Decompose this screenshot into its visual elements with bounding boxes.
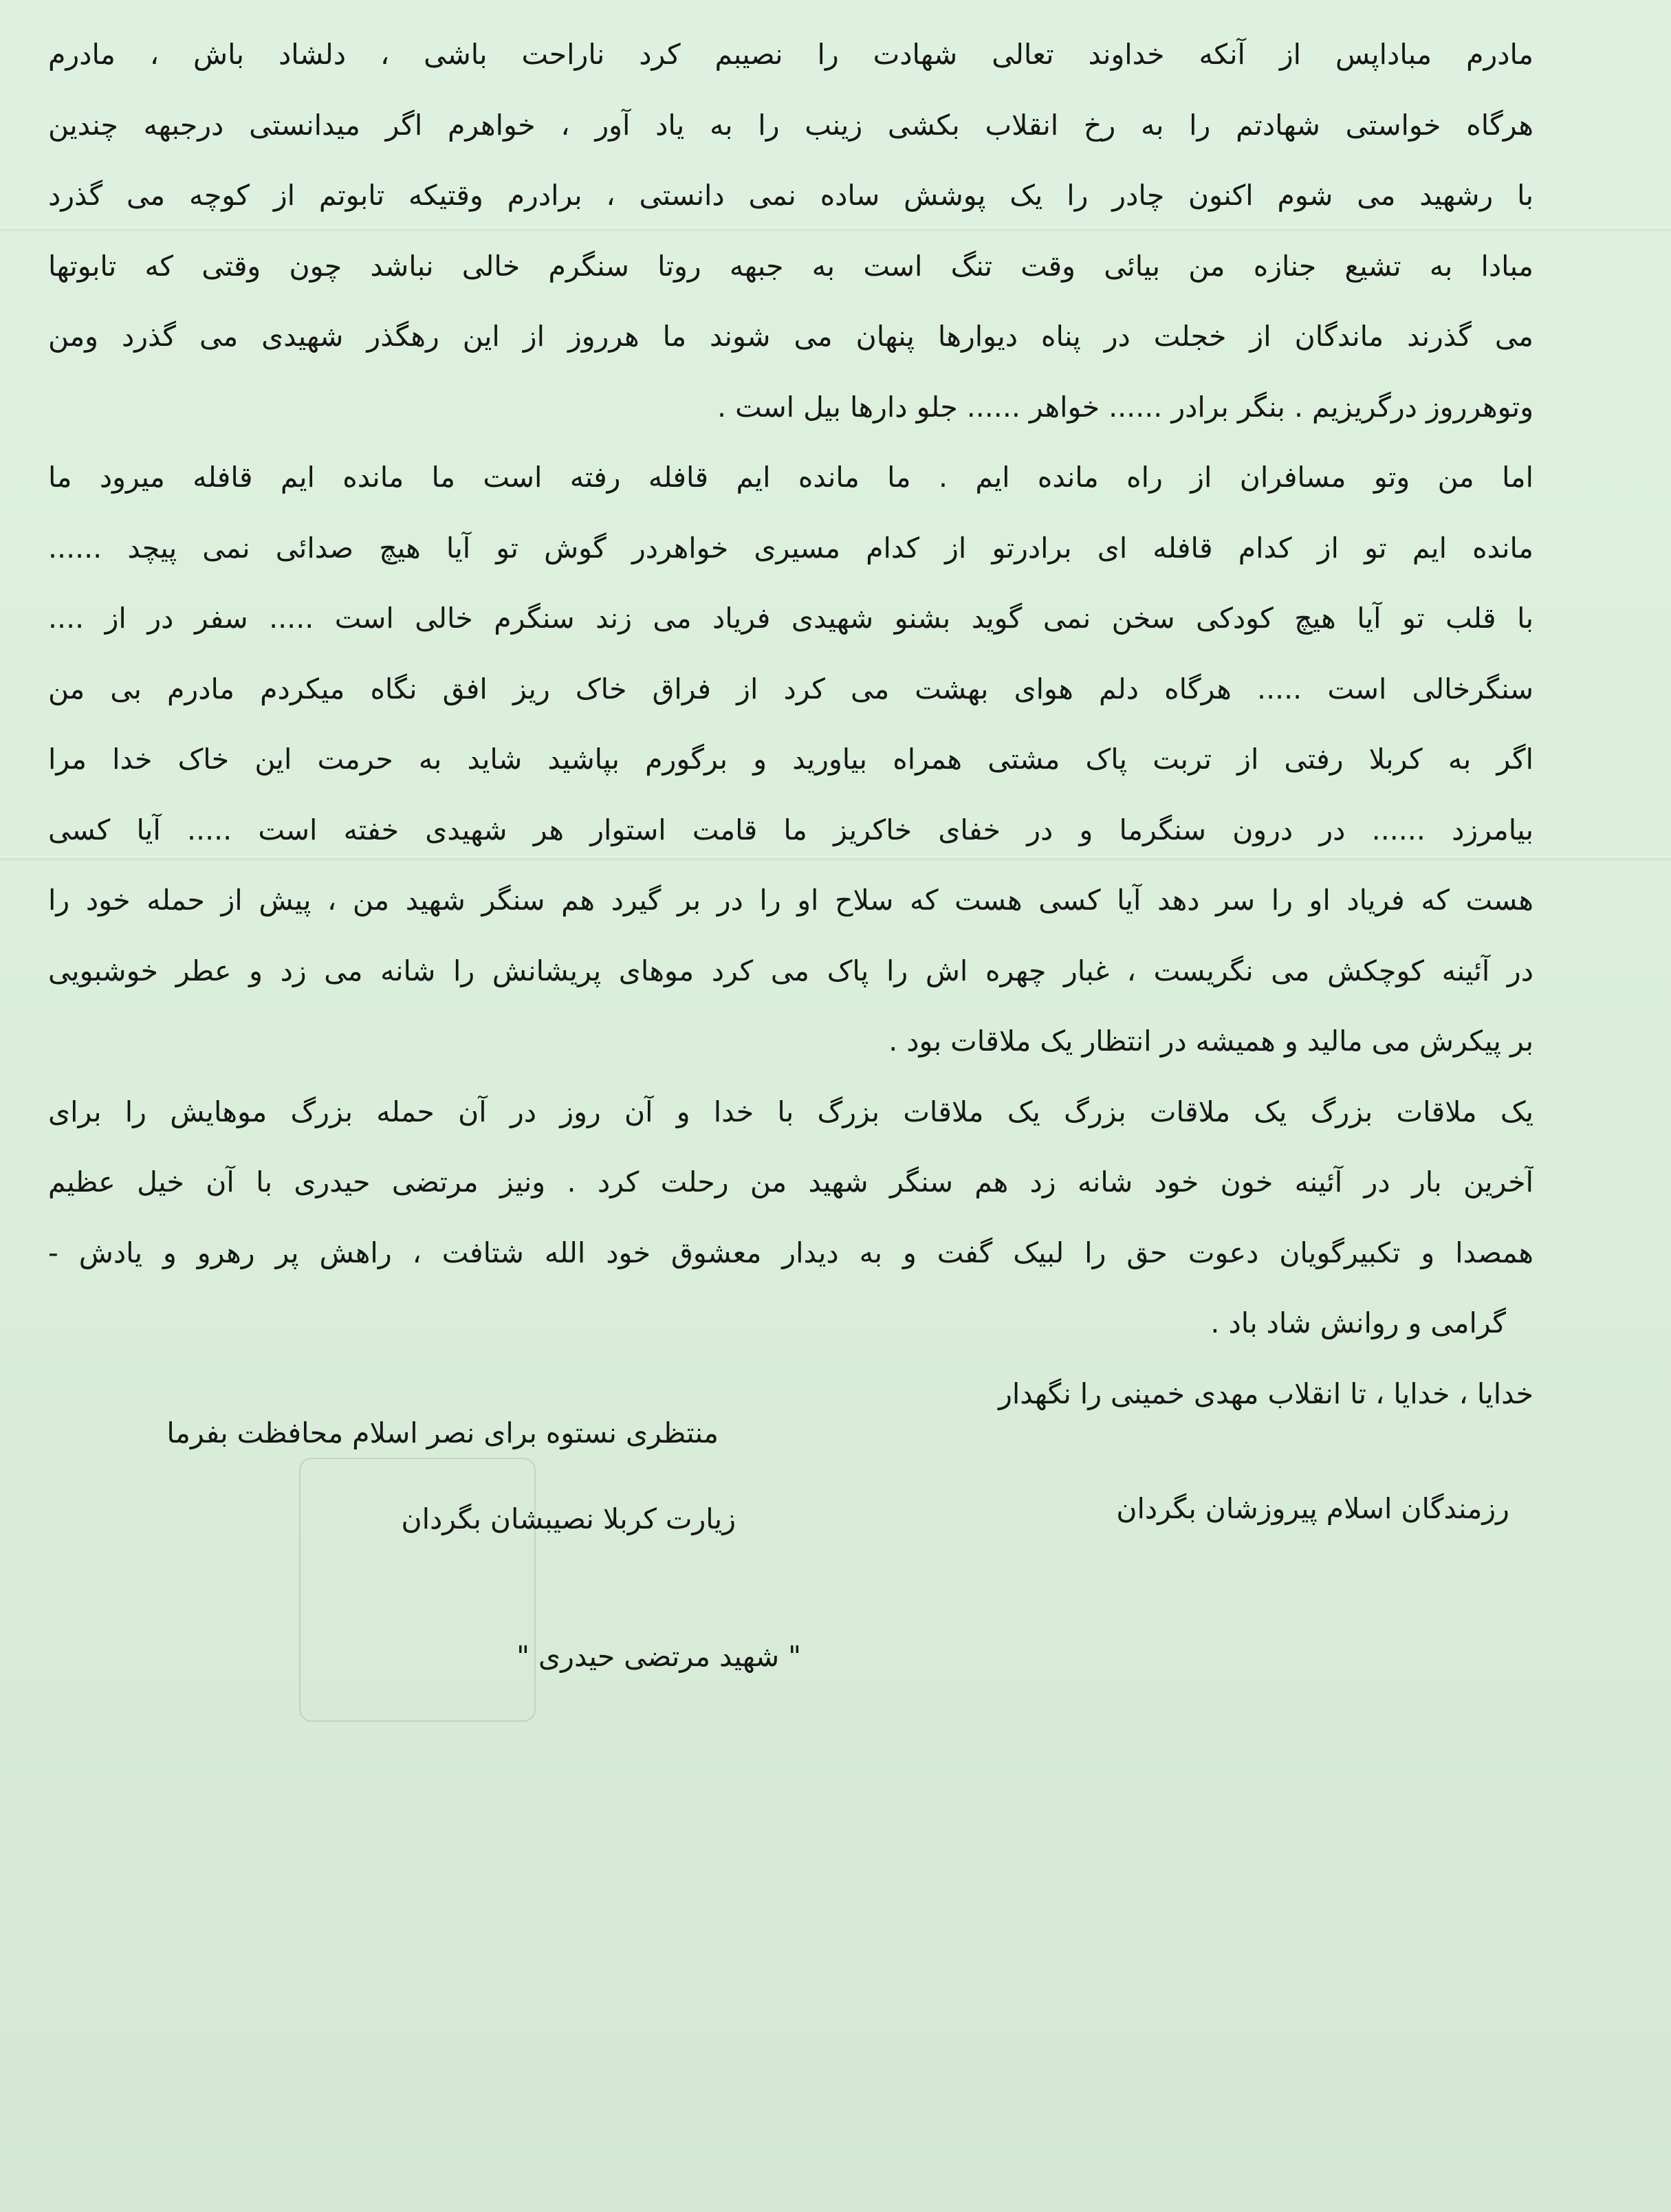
- prayer-line-left-2: زیارت کربلا نصیبشان بگردان: [401, 1502, 736, 1535]
- letter-line: بر پیکرش می مالید و همیشه در انتظار یک ملاقات بود .: [888, 1025, 1533, 1058]
- letter-line: مبادا به تشیع جنازه من بیائی وقت تنگ است به جبهه روتا سنگرم خالی نباشد چون وقتی که تابوتها: [48, 249, 1533, 283]
- letter-line: با رشهید می شوم اکنون چادر را یک پوشش ساده نمی دانستی ، برادرم وقتیکه تابوتم از کوچه می گذرد: [48, 179, 1533, 212]
- letter-body: [48, 19, 1533, 1429]
- letter-line: بیامرزد ...... در درون سنگرما و در خفای خاکریز ما قامت استوار هر شهیدی خفته است ..... آیا کسی: [48, 813, 1533, 846]
- letter-line: هرگاه خواستی شهادتم را به رخ انقلاب بکشی زینب را به یاد آور ، خواهرم اگر میدانستی درجبهه چندین: [48, 108, 1533, 142]
- letter-line: هست که فریاد او را سر دهد آیا کسی هست که سلاح او را در بر گیرد هم سنگر شهید من ، پیش از حمله خود را: [48, 884, 1533, 917]
- letter-line: مادرم مباداپس از آنکه خداوند تعالی شهادت را نصیبم کرد ناراحت باشی ، دلشاد باش ، مادرم: [48, 38, 1533, 71]
- letter-line: اما من وتو مسافران از راه مانده ایم . ما مانده ایم قافله رفته است ما مانده ایم قافله میرود ما: [48, 461, 1533, 494]
- letter-line: در آئینه کوچکش می نگریست ، غبار چهره اش را پاک می کرد موهای پریشانش را شانه می زد و عطر خوشبویی: [48, 954, 1533, 987]
- signature-name: " شهید مرتضی حیدری ": [516, 1640, 801, 1673]
- prayer-line-right: رزمندگان اسلام پیروزشان بگردان: [1116, 1492, 1509, 1525]
- letter-line: همصدا و تکبیرگویان دعوت حق را لبیک گفت و به دیدار معشوق خود الله شتافت ، راهش پر رهرو و یادش -: [48, 1236, 1533, 1269]
- letter-line: آخرین بار در آئینه خون خود شانه زد هم سنگر شهید من رحلت کرد . ونیز مرتضی حیدری با آن خیل عظیم: [48, 1165, 1533, 1198]
- prayer-line-left: منتظری نستوه برای نصر اسلام محافظت بفرما: [166, 1416, 719, 1449]
- letter-line: خدایا ، خدایا ، تا انقلاب مهدی خمینی را نگهدار: [998, 1377, 1533, 1410]
- letter-line: وتوهرروز درگریزیم . بنگر برادر ...... خواهر ...... جلو دارها بیل است .: [717, 390, 1533, 424]
- letter-line: مانده ایم تو از کدام قافله ای برادرتو از کدام مسیری خواهردر گوش تو آیا هیچ صدائی نمی پیچد ......: [48, 531, 1533, 565]
- letter-line: با قلب تو آیا هیچ کودکی سخن نمی گوید بشنو شهیدی فریاد می زند سنگرم خالی است ..... سفر در از ....: [48, 602, 1533, 635]
- letter-line: سنگرخالی است ..... هرگاه دلم هوای بهشت می کرد از فراق خاک ریز افق نگاه میکردم مادرم بی من: [48, 672, 1533, 705]
- letter-line: اگر به کربلا رفتی از تربت پاک مشتی همراه بیاورید و برگورم بپاشید شاید به حرمت این خاک خدا مرا: [48, 743, 1533, 776]
- letter-line: می گذرند ماندگان از خجلت در پناه دیوارها پنهان می شوند ما هرروز از این رهگذر شهیدی می گذرد ومن: [48, 320, 1533, 353]
- faint-stamp: [299, 1458, 536, 1722]
- letter-line: گرامی و روانش شاد باد .: [1210, 1306, 1506, 1339]
- letter-line: یک ملاقات بزرگ یک ملاقات بزرگ یک ملاقات بزرگ با خدا و آن روز در آن حمله بزرگ موهایش را برای: [48, 1095, 1533, 1128]
